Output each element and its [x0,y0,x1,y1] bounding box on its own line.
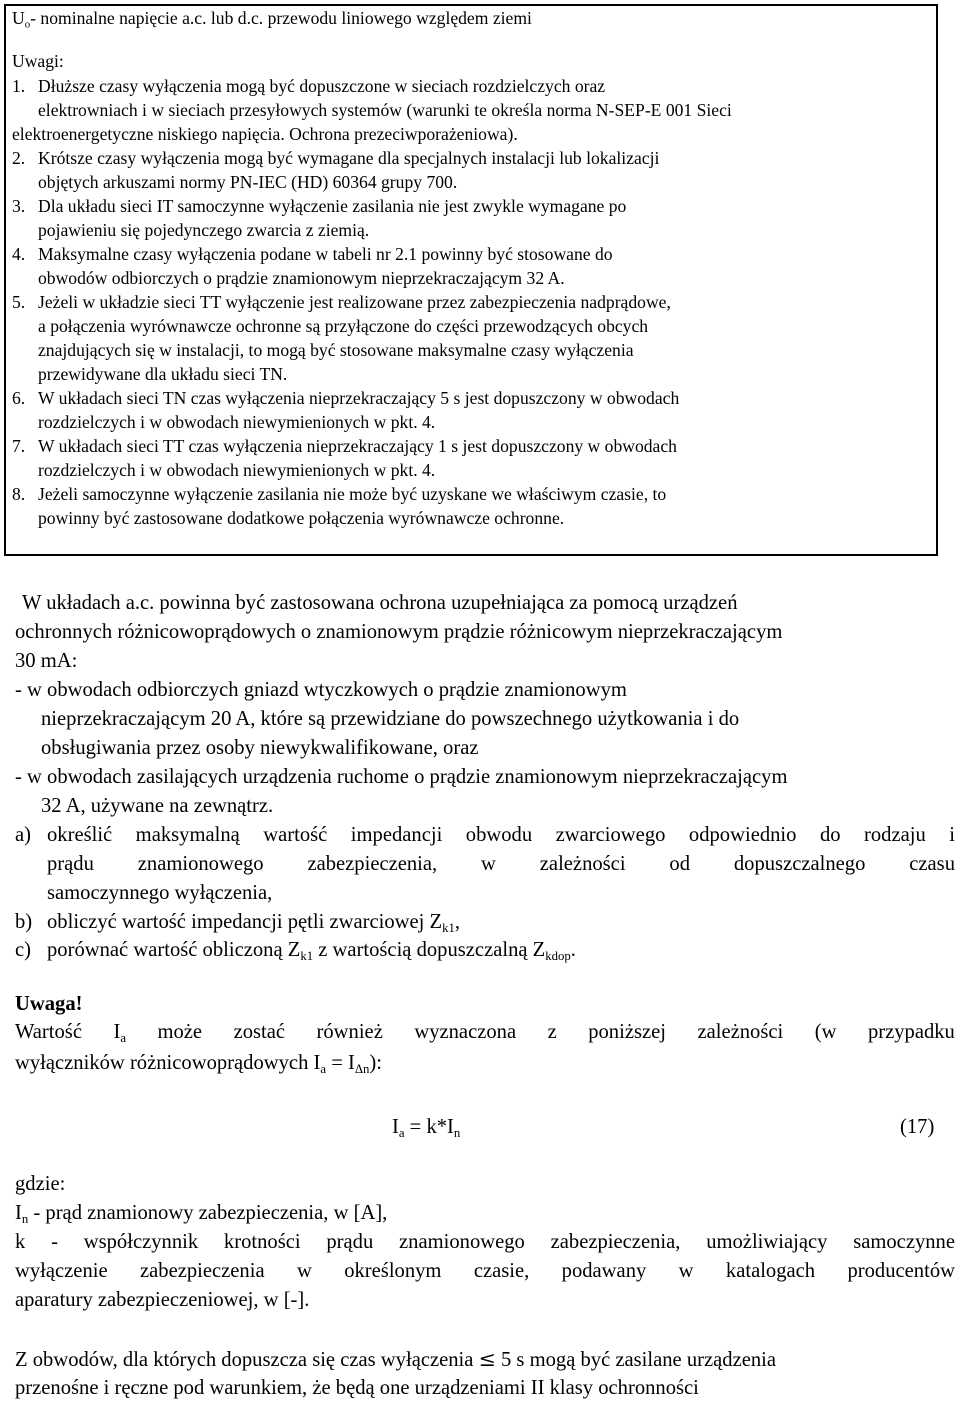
note-4-num: 4. [12,244,26,264]
note-1-line: elektrowniach i w sieciach przesyłowych systemów (warunki te określa norma N-SEP-E 001 Sieci [38,100,732,120]
note-8-line: powinny być zastosowane dodatkowe połączenia wyrównawcze ochronne. [38,508,565,528]
note-1-line: elektroenergetyczne niskiego napięcia. Ochrona prezeciwporażeniowa). [12,124,518,144]
note-6-num: 6. [12,388,26,408]
formula-number: (17) [900,1116,935,1138]
note-7-num: 7. [12,436,26,456]
uo-text: - nominalne napięcie a.c. lub d.c. przewodu liniowego względem ziemi [30,8,532,28]
task-c-text [47,936,576,965]
uo-subscript: o [24,18,31,31]
note-5-line: przewidywane dla układu sieci TN. [38,364,288,384]
uo-symbol: U [12,8,25,28]
note-word: również [316,1021,383,1043]
note-word: zależności [697,1021,784,1043]
note-1-line: Dłuższe czasy wyłączenia mogą być dopuszczone w sieciach rozdzielczych oraz [38,76,606,96]
intro-line: 30 mA: [15,650,78,672]
note-line-1 [15,1018,955,1047]
note-word: przypadku [867,1021,955,1043]
task-b-sub: k1 [442,920,455,935]
note-8-line: Jeżeli samoczynne wyłączenie zasilania nie może być uzyskane we właściwym czasie, to [38,484,667,504]
task-b-label: b) [15,911,33,933]
dash-item-1: - w obwodach odbiorczych gniazd wtyczkowych o prądzie znamionowym [15,679,627,701]
def-k-line: aparatury zabezpieczeniowej, w [-]. [15,1289,310,1311]
note-5-num: 5. [12,292,26,312]
task-c-end: . [570,939,576,961]
where-label: gdzie: [15,1173,66,1195]
note-4-line: Maksymalne czasy wyłączenia podane w tabeli nr 2.1 powinny być stosowane do [38,244,613,264]
note-7-line: W układach sieci TT czas wyłączenia nieprzekraczający 1 s jest dopuszczony w obwodach [38,436,677,456]
note-2-num: 2. [12,148,26,168]
task-b-main: obliczyć wartość impedancji pętli zwarciowej Z [47,911,443,933]
note-3-line: pojawieniu się pojedynczego zwarcia z ziemią. [38,220,370,240]
note-word: wyznaczona [414,1021,517,1043]
task-c-sub1: k1 [300,948,314,963]
note-3-num: 3. [12,196,26,216]
note-word: z [547,1021,557,1043]
note-2-line: Krótsze czasy wyłączenia mogą być wymagane dla specjalnych instalacji lub lokalizacji [38,148,660,168]
def-in: $I_n$ - prąd znamionowy zabezpieczenia, w [A], [15,1202,388,1226]
note-5-line: znajdujących się w instalacji, to mogą być stosowane maksymalne czasy wyłączenia [38,340,634,360]
last-paragraph-line: Z obwodów, dla których dopuszcza się czas wyłączenia ≤ 5 s mogą być zasilane urządzenia [15,1347,777,1371]
task-c-part2: z wartością dopuszczalną Z [313,939,546,961]
ia-symbol: $I_a$ [113,1021,126,1045]
note-3-line: Dla układu sieci IT samoczynne wyłączenie zasilania nie jest zwykle wymagane po [38,196,627,216]
task-b-end: , [454,911,461,933]
note-4-line: obwodów odbiorczych o prądzie znamionowym nieprzekraczającym 32 A. [38,268,565,288]
note-word: zostać [233,1021,286,1043]
def-k-line: k - współczynnik krotności prądu znamionowego zabezpieczenia, umożliwiający samoczynne [15,1231,955,1253]
note-6-line: rozdzielczych i w obwodach niewymienionych w pkt. 4. [38,412,436,432]
note-line-2 [15,1049,382,1078]
dash-item-1: obsługiwania przez osoby niewykwalifikowane, oraz [41,737,479,759]
uo-definition [12,6,532,30]
intro-line: ochronnych różnicowoprądowych o znamionowym prądzie różnicowym nieprzekraczającym [15,621,783,643]
formula: $I_a = k*I_n$ [392,1116,461,1140]
task-c-label: c) [15,939,31,961]
note-word: Wartość [15,1021,82,1043]
warning-heading: Uwaga! [15,993,83,1015]
note-word: (w [814,1021,837,1043]
task-a-line: określić maksymalną wartość impedancji obwodu zwarciowego odpowiednio do rodzaju i [47,824,955,846]
note-8-num: 8. [12,484,26,504]
def-k-line: wyłączenie zabezpieczenia w określonym czasie, podawany w katalogach producentów [15,1260,955,1282]
note-1-num: 1. [12,76,26,96]
task-b-text [47,908,460,937]
task-a-line: prądu znamionowego zabezpieczenia, w zależności od dopuszczalnego czasu [47,853,955,875]
note-line-2-end: ): [369,1052,383,1074]
note-6-line: W układach sieci TN czas wyłączenia nieprzekraczający 5 s jest dopuszczony w obwodach [38,388,680,408]
task-a-label: a) [15,824,31,846]
note-line-2-text: wyłączników różnicowoprądowych [15,1052,314,1074]
intro-line: W układach a.c. powinna być zastosowana ochrona uzupełniająca za pomocą urządzeń [22,592,738,614]
dash-item-2: 32 A, używane na zewnątrz. [41,795,274,817]
leq-symbol: ≤ [478,1347,496,1371]
note-7-line: rozdzielczych i w obwodach niewymienionych w pkt. 4. [38,460,436,480]
dash-item-1: nieprzekraczającym 20 A, które są przewidziane do powszechnego użytkowania i do [41,708,740,730]
last-paragraph-line: przenośne i ręczne pod warunkiem, że będą one urządzeniami II klasy ochronności [15,1377,699,1399]
note-word: może [157,1021,203,1043]
note-word: poniższej [588,1021,666,1043]
task-c-sub2: kdop [545,948,571,963]
note-5-line: a połączenia wyrównawcze ochronne są przyłączone do części przewodzących obcych [38,316,649,336]
dash-item-2: - w obwodach zasilających urządzenia ruchome o prądzie znamionowym nieprzekraczającym [15,766,788,788]
inline-equation: $I_a = I_{\Delta n}$ [313,1052,370,1076]
task-a-line: samoczynnego wyłączenia, [47,882,273,904]
note-5-line: Jeżeli w układzie sieci TT wyłączenie jest realizowane przez zabezpieczenia nadprądowe, [38,292,671,312]
note-2-line: objętych arkuszami normy PN-IEC (HD) 60364 grupy 700. [38,172,458,192]
task-c-part1: porównać wartość obliczoną Z [47,939,301,961]
notes-title: Uwagi: [12,51,64,71]
